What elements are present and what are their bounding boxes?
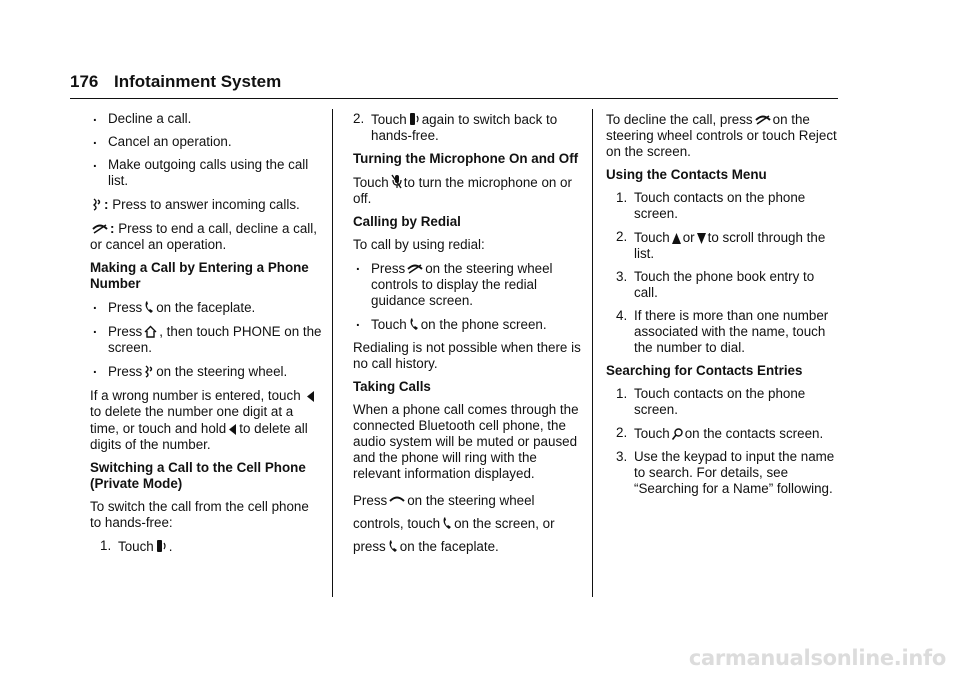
phone-handset-icon <box>388 535 398 557</box>
home-icon <box>144 323 157 339</box>
microphone-mute-icon <box>391 174 402 190</box>
numbered-step: 1. Touch contacts on the phone screen. <box>616 386 806 417</box>
down-arrow-icon <box>697 229 706 245</box>
numbered-step: 3. Touch the phone book entry to call. <box>616 269 815 300</box>
numbered-step: 3. Use the keypad to input the name to search. For details, see “Searching for a Name” following. <box>616 449 835 496</box>
phone-handset-icon <box>409 316 419 332</box>
answer-paragraph: : Press to answer incoming calls. <box>90 196 322 213</box>
column-2 <box>353 111 583 565</box>
handset-speaker-icon <box>156 538 167 554</box>
subheading: Switching a Call to the Cell Phone (Private Mode) <box>90 460 306 491</box>
search-icon <box>672 425 683 441</box>
section-title: Infotainment System <box>114 72 282 91</box>
mic-paragraph: Touch to turn the microphone on or off. <box>353 175 572 206</box>
subheading: Making a Call by Entering a Phone Number <box>90 260 309 291</box>
watermark: carmanualsonline.info <box>688 646 946 670</box>
steering-wheel-end-call-icon <box>92 220 108 236</box>
backspace-arrow-icon <box>228 420 237 436</box>
decline-paragraph: To decline the call, press on the steering wheel controls or touch Reject on the screen. <box>606 112 837 159</box>
bullet-item: . Make outgoing calls using the call list. <box>90 157 322 189</box>
bullet-item: . Cancel an operation. <box>90 134 322 150</box>
column-divider-2 <box>592 109 593 597</box>
steering-wheel-talk-icon <box>144 363 154 379</box>
paragraph: To call by using redial: <box>353 237 485 252</box>
end-call-paragraph: : Press to end a call, decline a call, or cancel an operation. <box>90 221 317 252</box>
bullet-item: . Press , then touch PHONE on the screen. <box>90 323 322 356</box>
numbered-step: 2. Touch on the contacts screen. <box>616 425 824 441</box>
paragraph: Redialing is not possible when there is no call history. <box>353 340 581 371</box>
subheading: Taking Calls <box>353 379 431 394</box>
numbered-step: 1. Touch contacts on the phone screen. <box>616 190 806 221</box>
steering-wheel-end-call-icon <box>755 111 771 127</box>
backspace-arrow-icon <box>306 387 315 403</box>
steering-wheel-end-call-icon <box>389 489 405 511</box>
subheading: Calling by Redial <box>353 214 461 229</box>
paragraph: When a phone call comes through the connected Bluetooth cell phone, the audio system will be muted or paused and the phone will ring with the relevant information displayed. <box>353 402 579 481</box>
bullet-item: . Decline a call. <box>90 111 322 127</box>
bullet-item: . Press on the steering wheel. <box>90 363 322 380</box>
column-3 <box>606 111 840 504</box>
subheading: Searching for Contacts Entries <box>606 363 803 378</box>
phone-handset-icon <box>442 512 452 534</box>
column-divider-1 <box>332 109 333 597</box>
answer-methods-paragraph: Press on the steering wheel controls, touch on the screen, or press on the faceplate. <box>353 489 583 558</box>
subheading: Turning the Microphone On and Off <box>353 151 579 166</box>
column-1 <box>90 111 322 562</box>
numbered-step: 2. Touch again to switch back to hands-free. <box>353 111 558 143</box>
phone-handset-icon <box>144 299 154 315</box>
steering-wheel-talk-icon <box>92 196 102 212</box>
header-rule <box>70 98 838 99</box>
bullet-item: . Press on the steering wheel controls to display the redial guidance screen. <box>353 260 583 309</box>
handset-speaker-icon <box>409 111 420 127</box>
numbered-step: 1. Touch . <box>100 538 173 554</box>
up-arrow-icon <box>672 229 681 245</box>
paragraph: To switch the call from the cell phone to hands-free: <box>90 499 309 530</box>
bullet-item: . Press on the faceplate. <box>90 299 322 316</box>
subheading: Using the Contacts Menu <box>606 167 767 182</box>
backspace-paragraph: If a wrong number is entered, touch to delete the number one digit at a time, or touch and hold to delete all digits of the number. <box>90 387 322 453</box>
numbered-step: 2. Touch or to scroll through the list. <box>616 229 826 261</box>
page-number: 176 <box>70 72 99 91</box>
numbered-step: 4. If there is more than one number associated with the name, touch the number to dial. <box>616 308 829 355</box>
steering-wheel-end-call-icon <box>407 260 423 276</box>
bullet-item: . Touch on the phone screen. <box>353 316 583 333</box>
